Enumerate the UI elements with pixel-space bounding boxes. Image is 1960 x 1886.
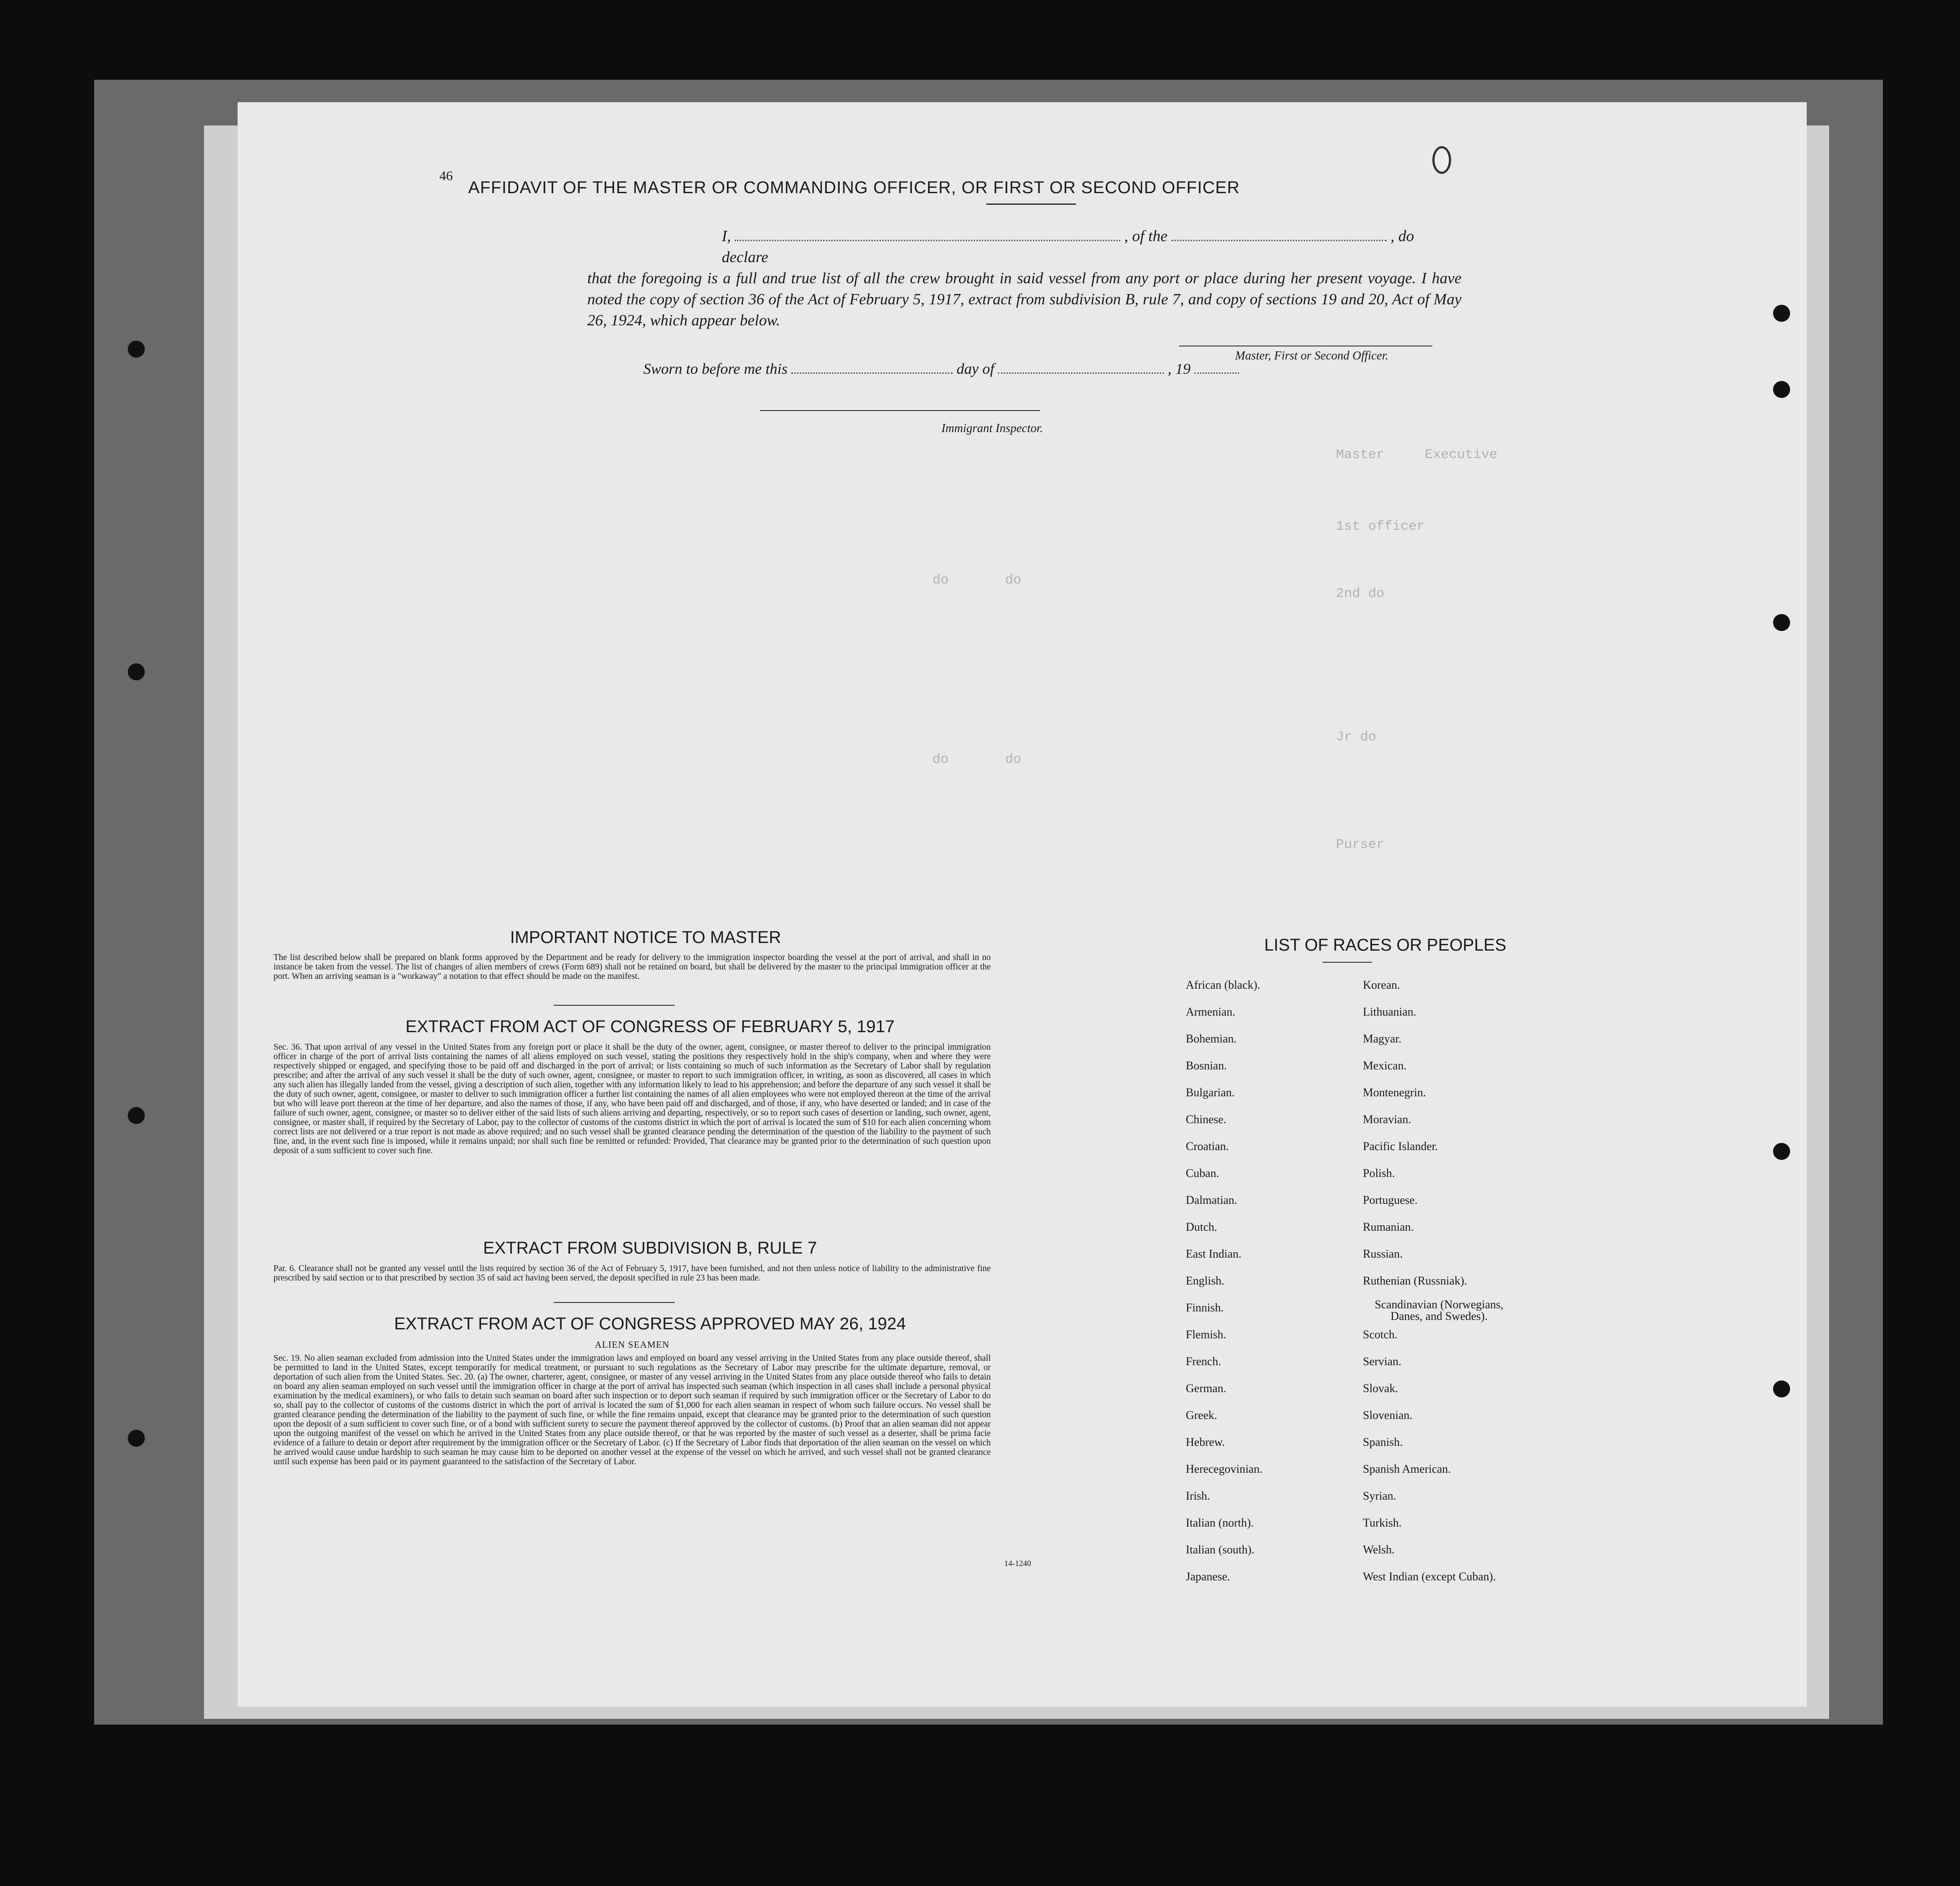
- race-item: Italian (north).: [1186, 1516, 1254, 1529]
- race-item: Magyar.: [1363, 1032, 1401, 1045]
- extract-rule7-text: Par. 6. Clearance shall not be granted any vessel until the lists required by section 36 of the Act of February 5, 1917, have been furnished, and not then unless notice of liability to the administrative fine prescribed by said section or to that prescribed by section 35 of said act having been served, the deposit specified in rule 23 has been made.: [273, 1264, 991, 1283]
- race-item: Welsh.: [1363, 1543, 1395, 1556]
- affidavit-declaration: [587, 225, 1461, 331]
- race-item: Bulgarian.: [1186, 1086, 1235, 1099]
- master-signature-label: Master, First or Second Officer.: [1235, 349, 1388, 362]
- extract-1917-title: EXTRACT FROM ACT OF CONGRESS OF FEBRUARY 5, 1917: [405, 1017, 895, 1036]
- affidavit-title: AFFIDAVIT OF THE MASTER OR COMMANDING OFFICER, OR FIRST OR SECOND OFFICER: [468, 178, 1240, 197]
- race-item: Japanese.: [1186, 1570, 1230, 1583]
- extract-rule7-title: EXTRACT FROM SUBDIVISION B, RULE 7: [483, 1239, 817, 1258]
- race-item: Montenegrin.: [1363, 1086, 1426, 1099]
- bleed-through-text: Master Executive: [1336, 447, 1498, 463]
- race-item: German.: [1186, 1382, 1227, 1395]
- race-item: Scotch.: [1363, 1328, 1398, 1341]
- ring-hole: [1432, 146, 1451, 174]
- race-item: Greek.: [1186, 1409, 1218, 1422]
- race-item: Irish.: [1186, 1489, 1210, 1502]
- bleed-through-text: do do: [932, 573, 1022, 588]
- race-item: Slovenian.: [1363, 1409, 1413, 1422]
- form-number: 14-1240: [1004, 1559, 1031, 1568]
- sworn-day-field[interactable]: [791, 361, 953, 374]
- binder-hole: [1773, 305, 1790, 322]
- race-item: Scandinavian (Norwegians, Danes, and Swedes).: [1375, 1298, 1504, 1323]
- race-item: Syrian.: [1363, 1489, 1396, 1502]
- sworn-line: [643, 361, 1239, 378]
- race-item: Rumanian.: [1363, 1220, 1414, 1233]
- vessel-label: , of the: [1124, 227, 1168, 245]
- race-item: Russian.: [1363, 1247, 1403, 1260]
- bleed-through-text: 1st officer: [1336, 519, 1425, 534]
- race-item: Croatian.: [1186, 1140, 1229, 1153]
- race-item: Finnish.: [1186, 1301, 1224, 1314]
- race-item: French.: [1186, 1355, 1221, 1368]
- race-item: Polish.: [1363, 1167, 1395, 1180]
- race-item: Korean.: [1363, 978, 1401, 991]
- sworn-month-field[interactable]: [998, 361, 1164, 374]
- race-item: West Indian (except Cuban).: [1363, 1570, 1496, 1583]
- race-item: Dutch.: [1186, 1220, 1218, 1233]
- binder-hole: [1773, 381, 1790, 398]
- declarant-label: I,: [722, 227, 731, 245]
- year-label: , 19: [1167, 361, 1191, 377]
- race-item: Lithuanian.: [1363, 1005, 1417, 1018]
- race-item: Spanish American.: [1363, 1462, 1451, 1475]
- bleed-through-text: 2nd do: [1336, 586, 1385, 601]
- section-rule: [554, 1005, 675, 1006]
- race-item: Ruthenian (Russniak).: [1363, 1274, 1467, 1287]
- race-item: African (black).: [1186, 978, 1261, 991]
- race-item: Flemish.: [1186, 1328, 1227, 1341]
- race-item: Hebrew.: [1186, 1436, 1225, 1449]
- day-of-label: day of: [956, 361, 994, 377]
- binder-hole: [1773, 614, 1790, 631]
- race-item: Moravian.: [1363, 1113, 1411, 1126]
- race-item: Italian (south).: [1186, 1543, 1255, 1556]
- race-item: Pacific Islander.: [1363, 1140, 1438, 1153]
- sworn-label: Sworn to before me this: [643, 361, 788, 377]
- binder-hole: [128, 1107, 145, 1124]
- vessel-name-field[interactable]: [1171, 228, 1387, 241]
- races-rule: [1323, 962, 1372, 963]
- race-item: Slovak.: [1363, 1382, 1398, 1395]
- race-item: Spanish.: [1363, 1436, 1403, 1449]
- bleed-through-text: Jr do: [1336, 730, 1377, 745]
- binder-hole: [128, 1430, 145, 1447]
- bleed-through-text: Purser: [1336, 837, 1385, 852]
- declarant-name-field[interactable]: [735, 228, 1120, 241]
- race-item: East Indian.: [1186, 1247, 1242, 1260]
- affidavit-page: [238, 102, 1807, 1707]
- declaration-text: that the foregoing is a full and true list of all the crew brought in said vessel from any port or place during her present voyage. I have noted the copy of section 36 of the Act of February 5, 1917, extract from subdivision B, rule 7, and copy of sections 19 and 20, Act of May 26, 1924, which appear below.: [587, 269, 1461, 329]
- notice-title: IMPORTANT NOTICE TO MASTER: [510, 928, 781, 947]
- section-rule: [554, 1302, 675, 1303]
- race-item: Mexican.: [1363, 1059, 1407, 1072]
- extract-1917-text: Sec. 36. That upon arrival of any vessel in the United States from any foreign port or place it shall be the duty of the owner, agent, consignee, or master thereof to deliver to the principal immigration officer in charge of the port of arrival lists containing the names of all aliens employed on such vessel, stating the positions they respectively hold in the ship's company, when and where they were respectively shipped or engaged, and specifying those to be paid off and discharged in the port of arrival; or lists containing so much of such information as the Secretary of Labor shall by regulation prescribe; and after the arrival of any such vessel it shall be the duty of such owner, agent, consignee, or master to report to such immigration officer, in writing, as soon as discovered, all cases in which any such alien has illegally landed from the vessel, giving a description of such alien, together with any information likely to lead to his apprehension; and before the departure of any such vessel it shall be the duty of such owner, agent, consignee, or master to deliver to such immigration officer a further list containing the names of all alien employees who were not employed thereon at the time of the arrival but who will leave port thereon at the time of her departure, and also the names of those, if any, who have been paid off and discharged, and of those, if any, who have deserted or landed; and in case of the failure of such owner, agent, consignee, or master so to deliver either of the said lists of such aliens arriving and departing, respectively, or so to report such cases of desertion or landing, such owner, agent, consignee, or master shall, if required by the Secretary of Labor, pay to the collector of customs of the customs district in which the port of arrival is located the sum of $10 for each alien concerning whom correct lists are not delivered or a true report is not made as above required; and no such vessel shall be granted clearance pending the determination of the question of the liability to the payment of such fine, and, in the event such fine is imposed, while it remains unpaid; nor shall such fine be remitted or refunded: Provided, That clearance may be granted prior to the determination of such question upon deposit of a sum sufficient to cover such fine.: [273, 1042, 991, 1155]
- race-item: Cuban.: [1186, 1167, 1219, 1180]
- inspector-signature-line[interactable]: [760, 410, 1040, 411]
- binder-hole: [1773, 1143, 1790, 1160]
- race-item: Dalmatian.: [1186, 1194, 1237, 1207]
- race-item: Turkish.: [1363, 1516, 1402, 1529]
- title-rule: [986, 203, 1076, 205]
- race-item: English.: [1186, 1274, 1224, 1287]
- binder-hole: [128, 663, 145, 680]
- inspector-label: Immigrant Inspector.: [941, 421, 1043, 435]
- race-item: Servian.: [1363, 1355, 1401, 1368]
- binder-hole: [1773, 1380, 1790, 1397]
- bleed-through-text: do do: [932, 752, 1022, 767]
- alien-seamen-subtitle: ALIEN SEAMEN: [594, 1339, 670, 1350]
- extract-1924-text: Sec. 19. No alien seaman excluded from admission into the United States under the immigration laws and employed on board any vessel arriving in the United States from any place outside thereof, shall be permitted to land in the United States, except temporarily for medical treatment, or pursuant to such regulations as the Secretary of Labor may prescribe for the ultimate departure, removal, or deportation of such alien from the United States. Sec. 20. (a) The owner, charterer, agent, consignee, or master of any vessel arriving in the United States from any place outside thereof who fails to detain on board any alien seaman employed on such vessel until the immigration officer in charge at the port of arrival has inspected such seaman (which inspection in all cases shall include a personal physical examination by the medical examiners), or who fails to detain such seaman on board after such inspection or to deport such seaman if required by such immigration officer or the Secretary of Labor to do so, shall pay to the collector of customs of the customs district in which the port of arrival is located the sum of $1,000 for each alien seaman in respect of whom such failure occurs. No vessel shall be granted clearance pending the determination of the liability to the payment of such fine, or while the fine remains unpaid, except that clearance may be granted prior to the determination of such question upon the deposit of a sum sufficient to cover such fine, or of a bond with sufficient surety to secure the payment thereof approved by the collector of customs. (b) Proof that an alien seaman did not appear upon the outgoing manifest of the vessel on which he arrived in the United States from any place outside thereof, or that he was reported by the master of such vessel as a deserter, shall be prima facie evidence of a failure to detain or deport after requirement by the immigration officer or the Secretary of Labor. (c) If the Secretary of Labor finds that deportation of the alien seaman on the vessel on which he arrived would cause undue hardship to such seaman he may cause him to be deported on another vessel at the expense of the vessel on which he arrived, and such vessel shall not be granted clearance until such expense has been paid or its payment guaranteed to the satisfaction of the Secretary of Labor.: [273, 1354, 991, 1466]
- page-mark: 46: [439, 169, 453, 183]
- race-item: Portuguese.: [1363, 1194, 1418, 1207]
- race-item: Bohemian.: [1186, 1032, 1237, 1045]
- sworn-year-field[interactable]: [1194, 361, 1239, 374]
- race-item: Armenian.: [1186, 1005, 1236, 1018]
- extract-1924-title: EXTRACT FROM ACT OF CONGRESS APPROVED MAY 26, 1924: [394, 1315, 906, 1333]
- races-title: LIST OF RACES OR PEOPLES: [1264, 936, 1506, 955]
- race-item: Herecegovinian.: [1186, 1462, 1263, 1475]
- binder-hole: [128, 341, 145, 358]
- declare-label: , do declare: [722, 227, 1414, 266]
- race-item: Chinese.: [1186, 1113, 1227, 1126]
- notice-text: The list described below shall be prepared on blank forms approved by the Department and be ready for delivery to the immigration inspector boarding the vessel at the port of arrival, and shall in no instance be taken from the vessel. The list of changes of alien members of crews (Form 689) shall not be retained on board, but shall be delivered by the master to the principal immigration officer at the port. When an arriving seaman is a "workaway" a notation to that effect should be made on the manifest.: [273, 953, 991, 981]
- race-item: Bosnian.: [1186, 1059, 1227, 1072]
